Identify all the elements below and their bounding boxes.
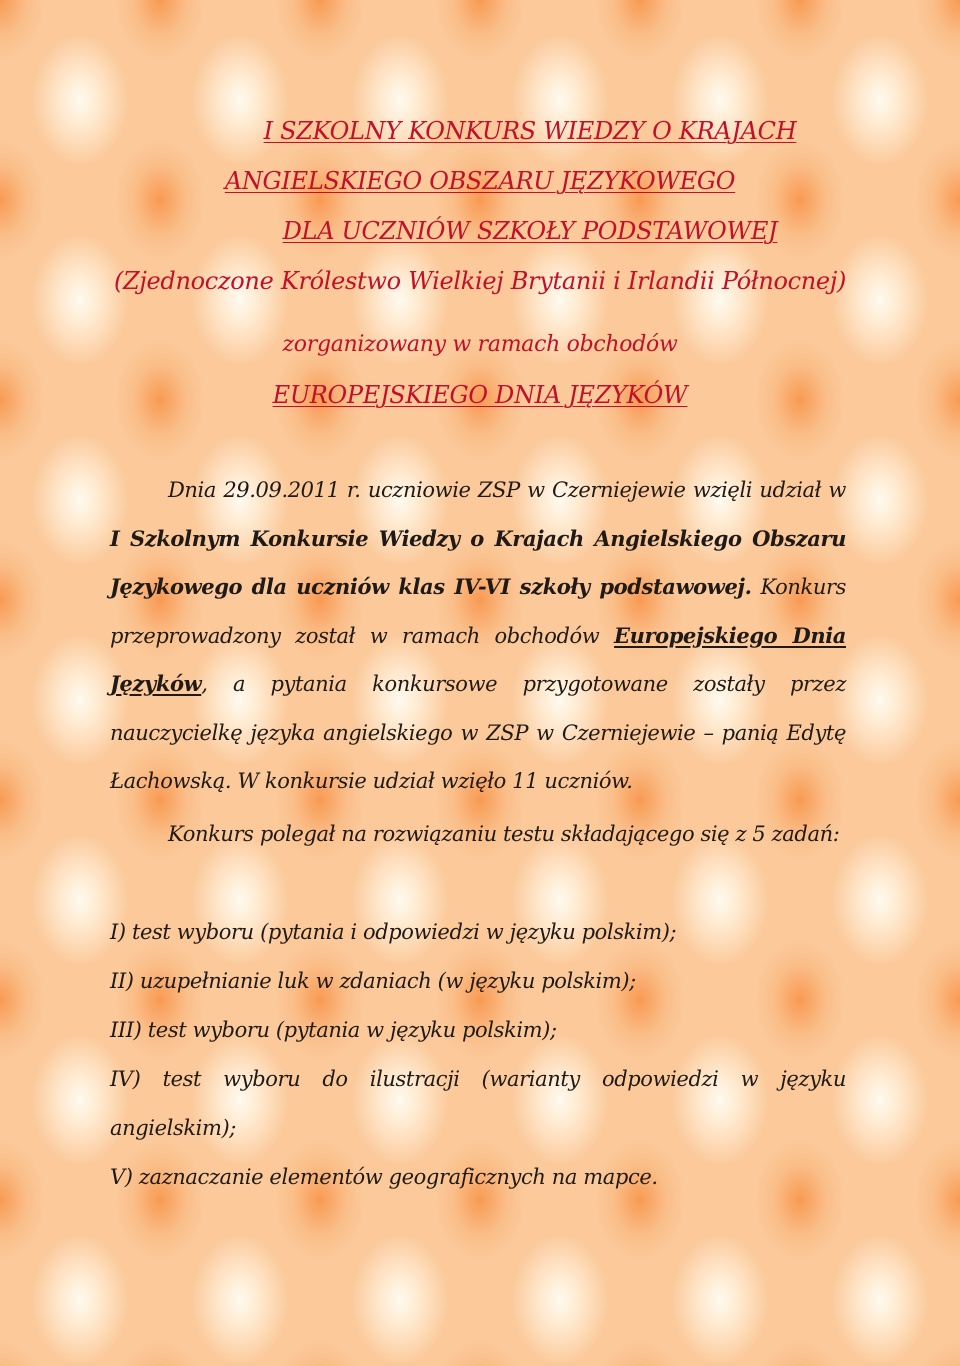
- task-item-3: III) test wyboru (pytania w języku polskim);: [110, 1018, 557, 1042]
- title-line-4: (Zjednoczone Królestwo Wielkiej Brytanii i Irlandii Północnej): [113, 267, 847, 295]
- title-line-2: ANGIELSKIEGO OBSZARU JĘZYKOWEGO: [224, 167, 736, 195]
- event-name: Europejskiego Dnia Języków: [110, 622, 846, 696]
- intro-text-c: , a pytania konkursowe przygotowane zostały przez nauczycielkę języka angielskiego w ZSP w Czerniejewie – panią Edytę Łachowską. W konkursie udział wzięło 11 uczniów.: [110, 672, 846, 793]
- task-item-5: V) zaznaczanie elementów geograficznych na mapce.: [110, 1165, 658, 1189]
- title-line-3: DLA UCZNIÓW SZKOŁY PODSTAWOWEJ: [282, 217, 778, 245]
- task-item-4: IV) test wyboru do ilustracji (warianty odpowiedzi w języku angielskim);: [110, 1067, 846, 1140]
- intro-text-b: Konkurs przeprowadzony został w ramach obchodów: [110, 575, 846, 648]
- contest-name: I Szkolnym Konkursie Wiedzy o Krajach Angielskiego Obszaru Językowego dla uczniów klas IV-VI szkoły podstawowej.: [110, 525, 846, 599]
- task-item-2: II) uzupełnianie luk w zdaniach (w języku polskim);: [110, 969, 636, 993]
- title-line-1: I SZKOLNY KONKURS WIEDZY O KRAJACH: [263, 117, 797, 145]
- task-item-1: I) test wyboru (pytania i odpowiedzi w języku polskim);: [110, 920, 677, 944]
- title-line-6: EUROPEJSKIEGO DNIA JĘZYKÓW: [272, 381, 688, 409]
- intro-text-a: Dnia 29.09.2011 r. uczniowie ZSP w Czerniejewie wzięli udział w: [168, 478, 846, 502]
- title-line-5: zorganizowany w ramach obchodów: [282, 332, 678, 357]
- paragraph-intro: [110, 466, 846, 806]
- paragraph-tasks-intro: Konkurs polegał na rozwiązaniu testu składającego się z 5 zadań:: [168, 822, 840, 846]
